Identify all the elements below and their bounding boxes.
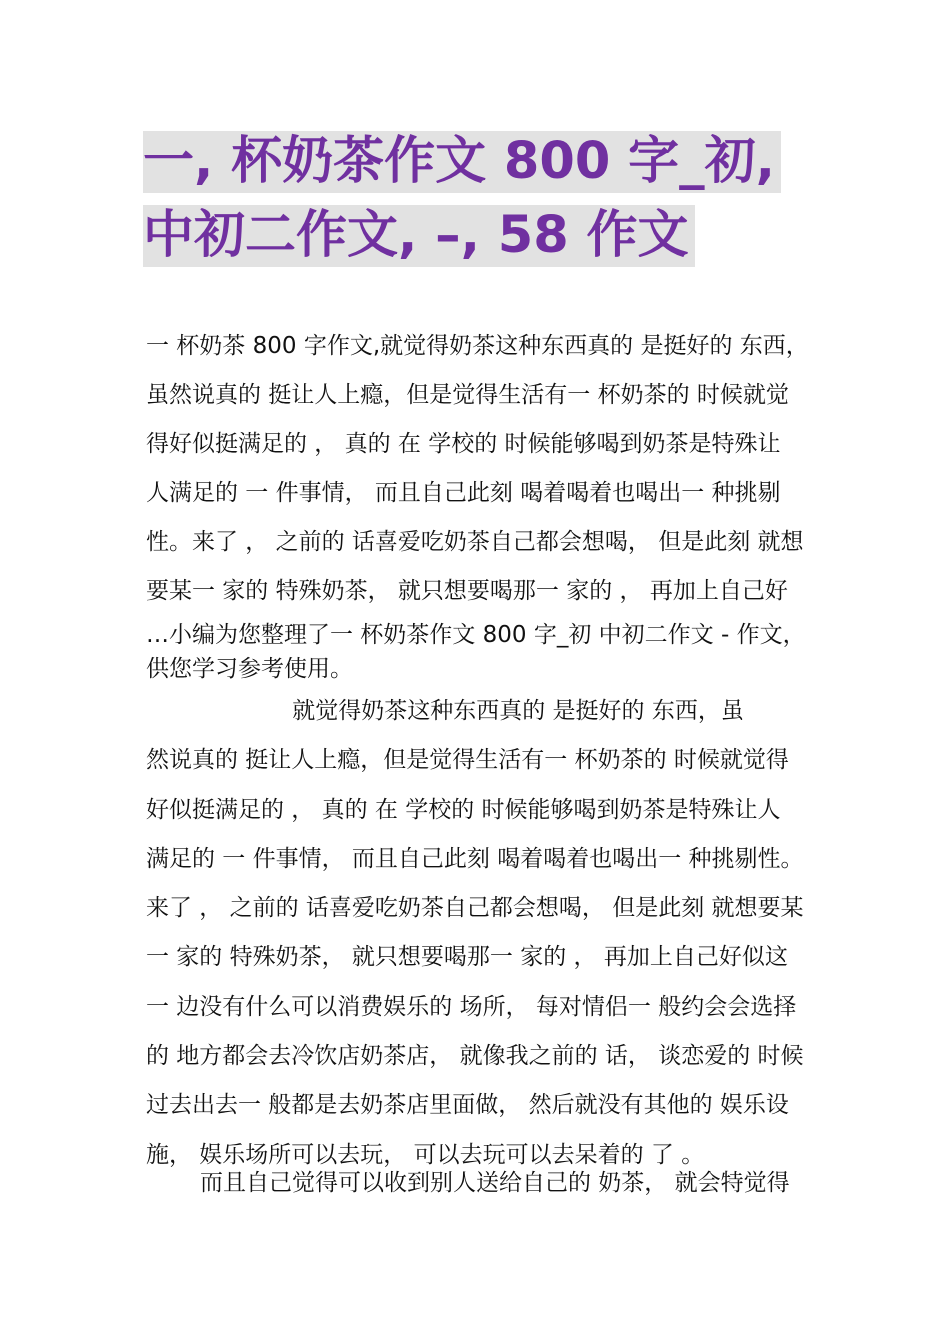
body-line: 满足的 一 件事情， 而且自己此刻 喝着喝着也喝出一 种挑剔性。: [146, 845, 804, 872]
body-line: 好似挺满足的 ， 真的 在 学校的 时候能够喝到奶茶是特殊让人: [146, 796, 781, 823]
body-line: 就觉得奶茶这种东西真的 是挺好的 东西，虽: [146, 698, 744, 724]
body-line: 的 地方都会去冷饮店奶茶店， 就像我之前的 话， 谈恋爱的 时候: [146, 1043, 804, 1070]
intro-line: 供您学习参考使用。: [146, 656, 353, 682]
body-line: 来了 ， 之前的 话喜爱吃奶茶自己都会想喝， 但是此刻 就想要某: [146, 895, 804, 922]
intro-line: 性。来了 ， 之前的 话喜爱吃奶茶自己都会想喝， 但是此刻 就想: [146, 529, 804, 555]
intro-line: 虽然说真的 挺让人上瘾，但是觉得生活有一 杯奶茶的 时候就觉: [146, 382, 789, 408]
intro-line: 得好似挺满足的 ， 真的 在 学校的 时候能够喝到奶茶是特殊让: [146, 431, 781, 457]
intro-line: …小编为您整理了一 杯奶茶作文 800 字_初 中初二作文 - 作文，: [146, 622, 806, 648]
intro-line: 一 杯奶茶 800 字作文,就觉得奶茶这种东西真的 是挺好的 东西，: [146, 333, 809, 359]
document-title-line-2: 中初二作文, –, 58 作文: [143, 205, 695, 267]
body-line: 过去出去一 般都是去奶茶店里面做， 然后就没有其他的 娱乐设: [146, 1092, 789, 1119]
body-line: 一 家的 特殊奶茶， 就只想要喝那一 家的 ， 再加上自己好似这: [146, 944, 788, 971]
body-line: 施， 娱乐场所可以去玩， 可以去玩可以去呆着的 了 。: [146, 1141, 705, 1168]
body-line: 而且自己觉得可以收到别人送给自己的 奶茶， 就会特觉得: [200, 1170, 790, 1196]
intro-line: 人满足的 一 件事情， 而且自己此刻 喝着喝着也喝出一 种挑剔: [146, 480, 781, 506]
body-paragraph-1: [146, 687, 816, 1180]
document-title-line-1: 一, 杯奶茶作文 800 字_初,: [143, 131, 781, 193]
intro-line: 要某一 家的 特殊奶茶， 就只想要喝那一 家的 ， 再加上自己好: [146, 578, 788, 604]
body-line: 然说真的 挺让人上瘾，但是觉得生活有一 杯奶茶的 时候就觉得: [146, 747, 789, 774]
body-paragraph-2: [200, 1159, 870, 1208]
body-line: 一 边没有什么可以消费娱乐的 场所， 每对情侣一 般约会会选择: [146, 993, 797, 1020]
intro-paragraph: [146, 322, 816, 684]
